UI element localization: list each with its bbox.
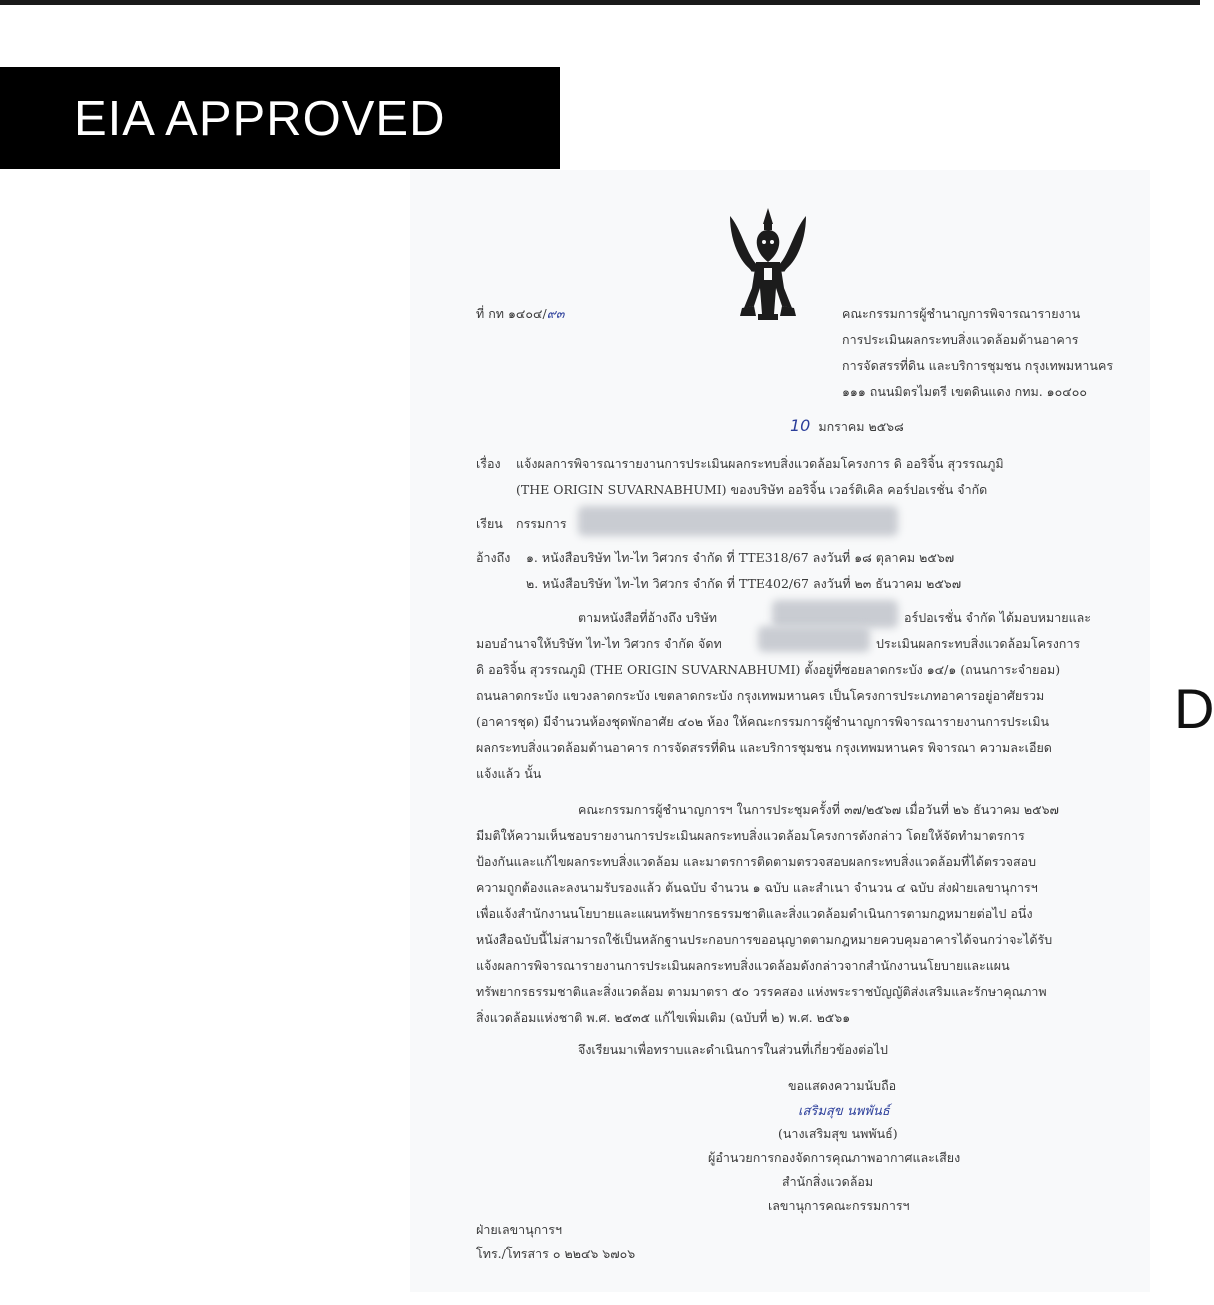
sender-line: การประเมินผลกระทบสิ่งแวดล้อมด้านอาคาร xyxy=(842,332,1079,347)
paragraph-1-line: แจ้งแล้ว นั้น xyxy=(476,766,542,781)
reference-number-handwritten: ๙๓ xyxy=(546,306,565,321)
paragraph-1-line: ประเมินผลกระทบสิ่งแวดล้อมโครงการ xyxy=(876,636,1081,651)
sender-line: การจัดสรรที่ดิน และบริการชุมชน กรุงเทพมหานคร xyxy=(842,358,1114,373)
paragraph-1-line: ถนนลาดกระบัง แขวงลาดกระบัง เขตลาดกระบัง กรุงเทพมหานคร เป็นโครงการประเภทอาคารอยู่อาศัยรวม xyxy=(476,688,1045,703)
date-handwritten: 10 xyxy=(790,416,811,435)
signer-name: (นางเสริมสุข นพพันธ์) xyxy=(778,1126,898,1141)
paragraph-1-line: ตามหนังสือที่อ้างถึง บริษัท xyxy=(578,610,718,625)
paragraph-1-line: (อาคารชุด) มีจำนวนห้องชุดพักอาศัย ๔๐๒ ห้อง ให้คณะกรรมการผู้ชำนาญการพิจารณารายงานการประเมิน xyxy=(476,714,1050,729)
reference-line: ๒. หนังสือบริษัท ไท-ไท วิศวกร จำกัด ที่ TTE402/67 ลงวันที่ ๒๓ ธันวาคม ๒๕๖๗ xyxy=(526,576,962,591)
title-banner xyxy=(0,67,560,169)
subject-label: เรื่อง xyxy=(476,456,501,471)
redacted-company xyxy=(772,600,898,628)
paragraph-2-line: แจ้งผลการพิจารณารายงานการประเมินผลกระทบสิ่งแวดล้อมดังกล่าวจากสำนักงานนโยบายและแผน xyxy=(476,958,1010,973)
sender-line: ๑๑๑ ถนนมิตรไมตรี เขตดินแดง กทม. ๑๐๔๐๐ xyxy=(842,384,1087,399)
footer-line: ฝ่ายเลขานุการฯ xyxy=(476,1222,563,1237)
paragraph-2-line: เพื่อแจ้งสำนักงานนโยบายและแผนทรัพยากรธรรมชาติและสิ่งแวดล้อมดำเนินการตามกฎหมายต่อไป อนึ่ง xyxy=(476,906,1033,921)
handwritten-signature: เสริมสุข นพพันธ์ xyxy=(798,1104,890,1119)
paragraph-2-line: มีมติให้ความเห็นชอบรายงานการประเมินผลกระทบสิ่งแวดล้อมโครงการดังกล่าว โดยให้จัดทำมาตรการ xyxy=(476,828,1025,843)
signer-title-line: ผู้อำนวยการกองจัดการคุณภาพอากาศและเสียง xyxy=(708,1150,961,1165)
banner-title: EIA APPROVED xyxy=(74,92,446,146)
reference-number: ที่ กท ๑๔๐๔/๙๓ xyxy=(476,306,565,321)
signer-title-line: เลขานุการคณะกรรมการฯ xyxy=(768,1198,910,1213)
cropped-edge-letter: D xyxy=(1174,677,1214,740)
to-text: กรรมการ xyxy=(516,516,567,531)
redacted-recipient xyxy=(578,506,898,536)
paragraph-1-line: มอบอำนาจให้บริษัท ไท-ไท วิศวกร จำกัด จัดท xyxy=(476,636,722,651)
subject-line: แจ้งผลการพิจารณารายงานการประเมินผลกระทบสิ่งแวดล้อมโครงการ ดิ ออริจิ้น สุวรรณภูมิ xyxy=(516,456,1004,471)
complimentary-close: ขอแสดงความนับถือ xyxy=(788,1078,897,1093)
paragraph-2-line: คณะกรรมการผู้ชำนาญการฯ ในการประชุมครั้งที่ ๓๗/๒๕๖๗ เมื่อวันที่ ๒๖ ธันวาคม ๒๕๖๗ xyxy=(578,802,1059,817)
paragraph-2-line: ความถูกต้องและลงนามรับรองแล้ว ต้นฉบับ จำนวน ๑ ฉบับ และสำเนา จำนวน ๔ ฉบับ ส่งฝ่ายเลขานุการฯ xyxy=(476,880,1038,895)
paragraph-2-line: หนังสือฉบับนี้ไม่สามารถใช้เป็นหลักฐานประกอบการขออนุญาตตามกฎหมายควบคุมอาคารได้จนกว่าจะได้รับ xyxy=(476,932,1053,947)
footer-line: โทร./โทรสาร ๐ ๒๒๔๖ ๖๗๐๖ xyxy=(476,1246,636,1261)
redacted-text xyxy=(758,626,870,652)
reference-label: อ้างถึง xyxy=(476,550,511,565)
approval-letter-scan xyxy=(410,170,1150,1292)
paragraph-1-line: ดิ ออริจิ้น สุวรรณภูมิ (THE ORIGIN SUVARNABHUMI) ตั้งอยู่ที่ซอยลาดกระบัง ๑๔/๑ (ถนนการะจำยอม) xyxy=(476,662,1061,677)
paragraph-1-line: อร์ปอเรชั่น จำกัด ได้มอบหมายและ xyxy=(904,610,1091,625)
reference-line: ๑. หนังสือบริษัท ไท-ไท วิศวกร จำกัด ที่ TTE318/67 ลงวันที่ ๑๘ ตุลาคม ๒๕๖๗ xyxy=(526,550,955,565)
letter-date: 10 มกราคม ๒๕๖๘ xyxy=(790,416,904,435)
to-label: เรียน xyxy=(476,516,503,531)
paragraph-2-line: สิ่งแวดล้อมแห่งชาติ พ.ศ. ๒๕๓๕ แก้ไขเพิ่มเติม (ฉบับที่ ๒) พ.ศ. ๒๕๖๑ xyxy=(476,1010,851,1025)
paragraph-2-line: ทรัพยากรธรรมชาติและสิ่งแวดล้อม ตามมาตรา ๕๐ วรรคสอง แห่งพระราชบัญญัติส่งเสริมและรักษาคุณภาพ xyxy=(476,984,1047,999)
paragraph-2-line: ป้องกันและแก้ไขผลกระทบสิ่งแวดล้อม และมาตรการติดตามตรวจสอบผลกระทบสิ่งแวดล้อมที่ได้ตรวจสอบ xyxy=(476,854,1037,869)
subject-line: (THE ORIGIN SUVARNABHUMI) ของบริษัท ออริจิ้น เวอร์ติเคิล คอร์ปอเรชั่น จำกัด xyxy=(516,482,988,497)
signer-title-line: สำนักสิ่งแวดล้อม xyxy=(782,1174,874,1189)
sender-line: คณะกรรมการผู้ชำนาญการพิจารณารายงาน xyxy=(842,306,1081,321)
paragraph-1-line: ผลกระทบสิ่งแวดล้อมด้านอาคาร การจัดสรรที่ดิน และบริการชุมชน กรุงเทพมหานคร พิจารณา ความละเอียด xyxy=(476,740,1052,755)
top-rule xyxy=(0,0,1200,5)
garuda-emblem-icon xyxy=(724,202,812,326)
closing-request: จึงเรียนมาเพื่อทราบและดำเนินการในส่วนที่เกี่ยวข้องต่อไป xyxy=(578,1042,888,1057)
